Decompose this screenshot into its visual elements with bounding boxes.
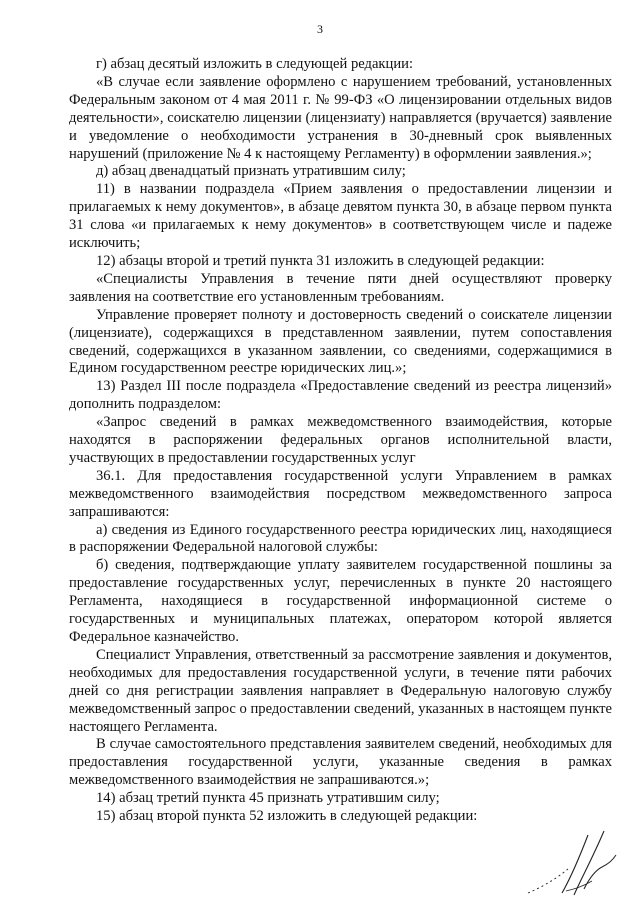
paragraph: Специалист Управления, ответственный за рассмотрение заявления и документов, необходимых для предоставления государственной услуги, в течение пяти рабочих дней со дня регистрации заявления направляет в Федеральную налоговую службу межведомственный запрос о предоставлении сведений, указанных в настоящем пункте настоящего Регламента. bbox=[69, 646, 612, 735]
page-number: 3 bbox=[317, 22, 323, 36]
paragraph: «Запрос сведений в рамках межведомственного взаимодействия, которые находятся в распоряжении федеральных органов исполнительной власти, участвующих в предоставлении государственных услуг bbox=[69, 414, 612, 466]
paragraph: а) сведения из Единого государственного реестра юридических лиц, находящиеся в распоряжении Федеральной налоговой службы: bbox=[69, 521, 612, 556]
handwritten-initials bbox=[522, 821, 622, 901]
paragraph: 36.1. Для предоставления государственной услуги Управлением в рамках межведомственного взаимодействия посредством межведомственного запроса запрашиваются: bbox=[69, 467, 612, 520]
paragraph: 13) Раздел III после подраздела «Предоставление сведений из реестра лицензий» дополнить подразделом: bbox=[69, 378, 612, 413]
paragraph: 15) абзац второй пункта 52 изложить в следующей редакции: bbox=[96, 808, 478, 825]
paragraph: д) абзац двенадцатый признать утратившим силу; bbox=[96, 163, 406, 180]
paragraph: б) сведения, подтверждающие уплату заявителем государственной пошлины за предоставление государственных услуг, перечисленных в пункте 20 настоящего Регламента, находящиеся в государственной информационной системе о государственных и муниципальных платежах, оператором которой является Федеральное казначейство. bbox=[69, 557, 612, 645]
paragraph: «В случае если заявление оформлено с нарушением требований, установленных Федеральным законом от 4 мая 2011 г. № 99-ФЗ «О лицензировании отдельных видов деятельности», соискателю лицензии (лицензиату) направляется (вручается) заявление и уведомление о необходимости устранения в 30-дневный срок выявленных нарушений (приложение № 4 к настоящему Регламенту) в оформлении заявления.»; bbox=[69, 73, 612, 162]
document-body bbox=[69, 56, 612, 826]
paragraph: г) абзац десятый изложить в следующей редакции: bbox=[96, 56, 414, 72]
paragraph: 11) в названии подраздела «Прием заявления о предоставлении лицензии и прилагаемых к нему документов», в абзаце девятом пункта 30, в абзаце первом пункта 31 слова «и прилагаемых к нему документов» в соответствующем числе и падеже исключить; bbox=[69, 181, 612, 252]
paragraph: 14) абзац третий пункта 45 признать утратившим силу; bbox=[96, 790, 440, 807]
paragraph: Управление проверяет полноту и достоверность сведений о соискателе лицензии (лицензиате), содержащихся в представленном заявлении, путем сопоставления сведений, содержащихся в указанном заявлении, со сведениями, содержащимися в Едином государственном реестре юридических лиц.»; bbox=[69, 306, 612, 377]
paragraph: «Специалисты Управления в течение пяти дней осуществляют проверку заявления на соответствие его установленным требованиям. bbox=[69, 270, 612, 305]
paragraph: В случае самостоятельного представления заявителем сведений, необходимых для предоставления государственной услуги, указанные сведения в рамках межведомственного взаимодействия не запрашиваются.»; bbox=[69, 736, 612, 789]
paragraph: 12) абзацы второй и третий пункта 31 изложить в следующей редакции: bbox=[96, 252, 545, 269]
